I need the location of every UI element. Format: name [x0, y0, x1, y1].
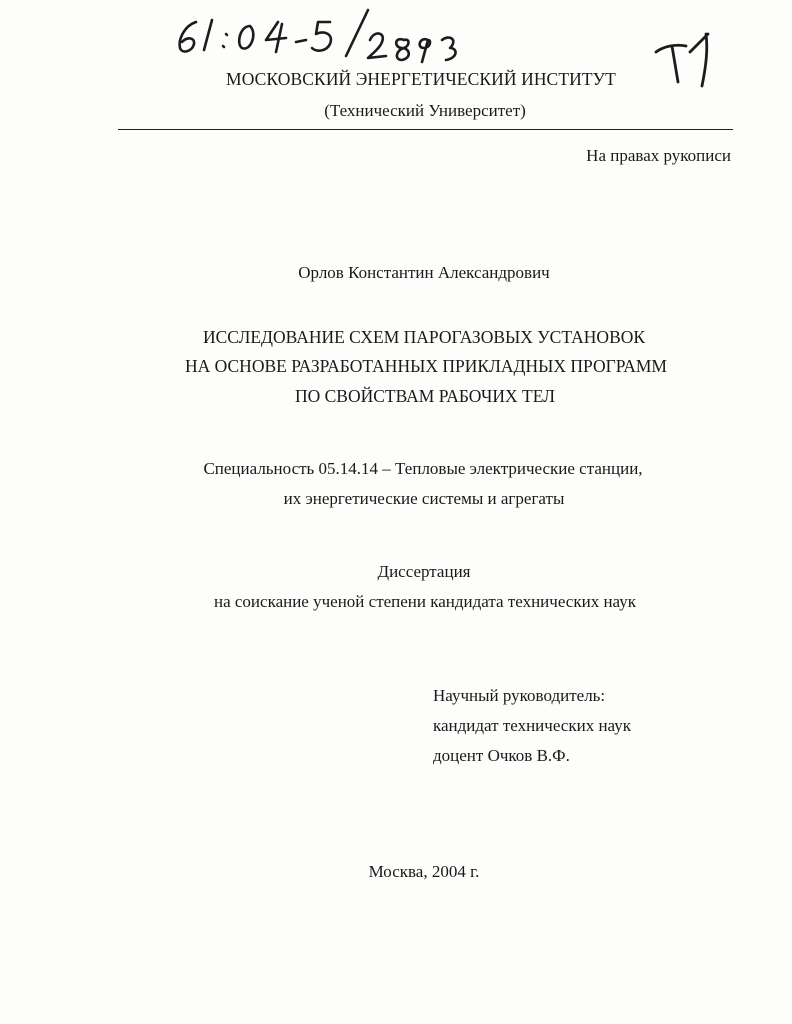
advisor-name: доцент Очков В.Ф.: [433, 746, 570, 765]
place-and-year: Москва, 2004 г.: [368, 862, 480, 881]
thesis-title-line: НА ОСНОВЕ РАЗРАБОТАННЫХ ПРИКЛАДНЫХ ПРОГРАММ: [185, 356, 667, 376]
advisor-degree: кандидат технических наук: [433, 716, 631, 735]
rights-note: На правах рукописи: [586, 146, 731, 165]
advisor-heading: Научный руководитель:: [433, 686, 606, 705]
degree-description: на соискание ученой степени кандидата технических наук: [213, 592, 636, 611]
institute-name: МОСКОВСКИЙ ЭНЕРГЕТИЧЕСКИЙ ИНСТИТУТ: [226, 69, 616, 89]
specialty-line: их энергетические системы и агрегаты: [283, 489, 565, 508]
author-name: Орлов Константин Александрович: [298, 263, 550, 282]
thesis-title-line: ИССЛЕДОВАНИЕ СХЕМ ПАРОГАЗОВЫХ УСТАНОВОК: [202, 327, 646, 347]
header-divider: [118, 129, 733, 130]
thesis-title-line: ПО СВОЙСТВАМ РАБОЧИХ ТЕЛ: [294, 386, 556, 406]
university-subtitle: (Технический Университет): [324, 101, 526, 120]
specialty-line: Специальность 05.14.14 – Тепловые электрические станции,: [203, 459, 643, 478]
dissertation-label: Диссертация: [377, 562, 471, 581]
